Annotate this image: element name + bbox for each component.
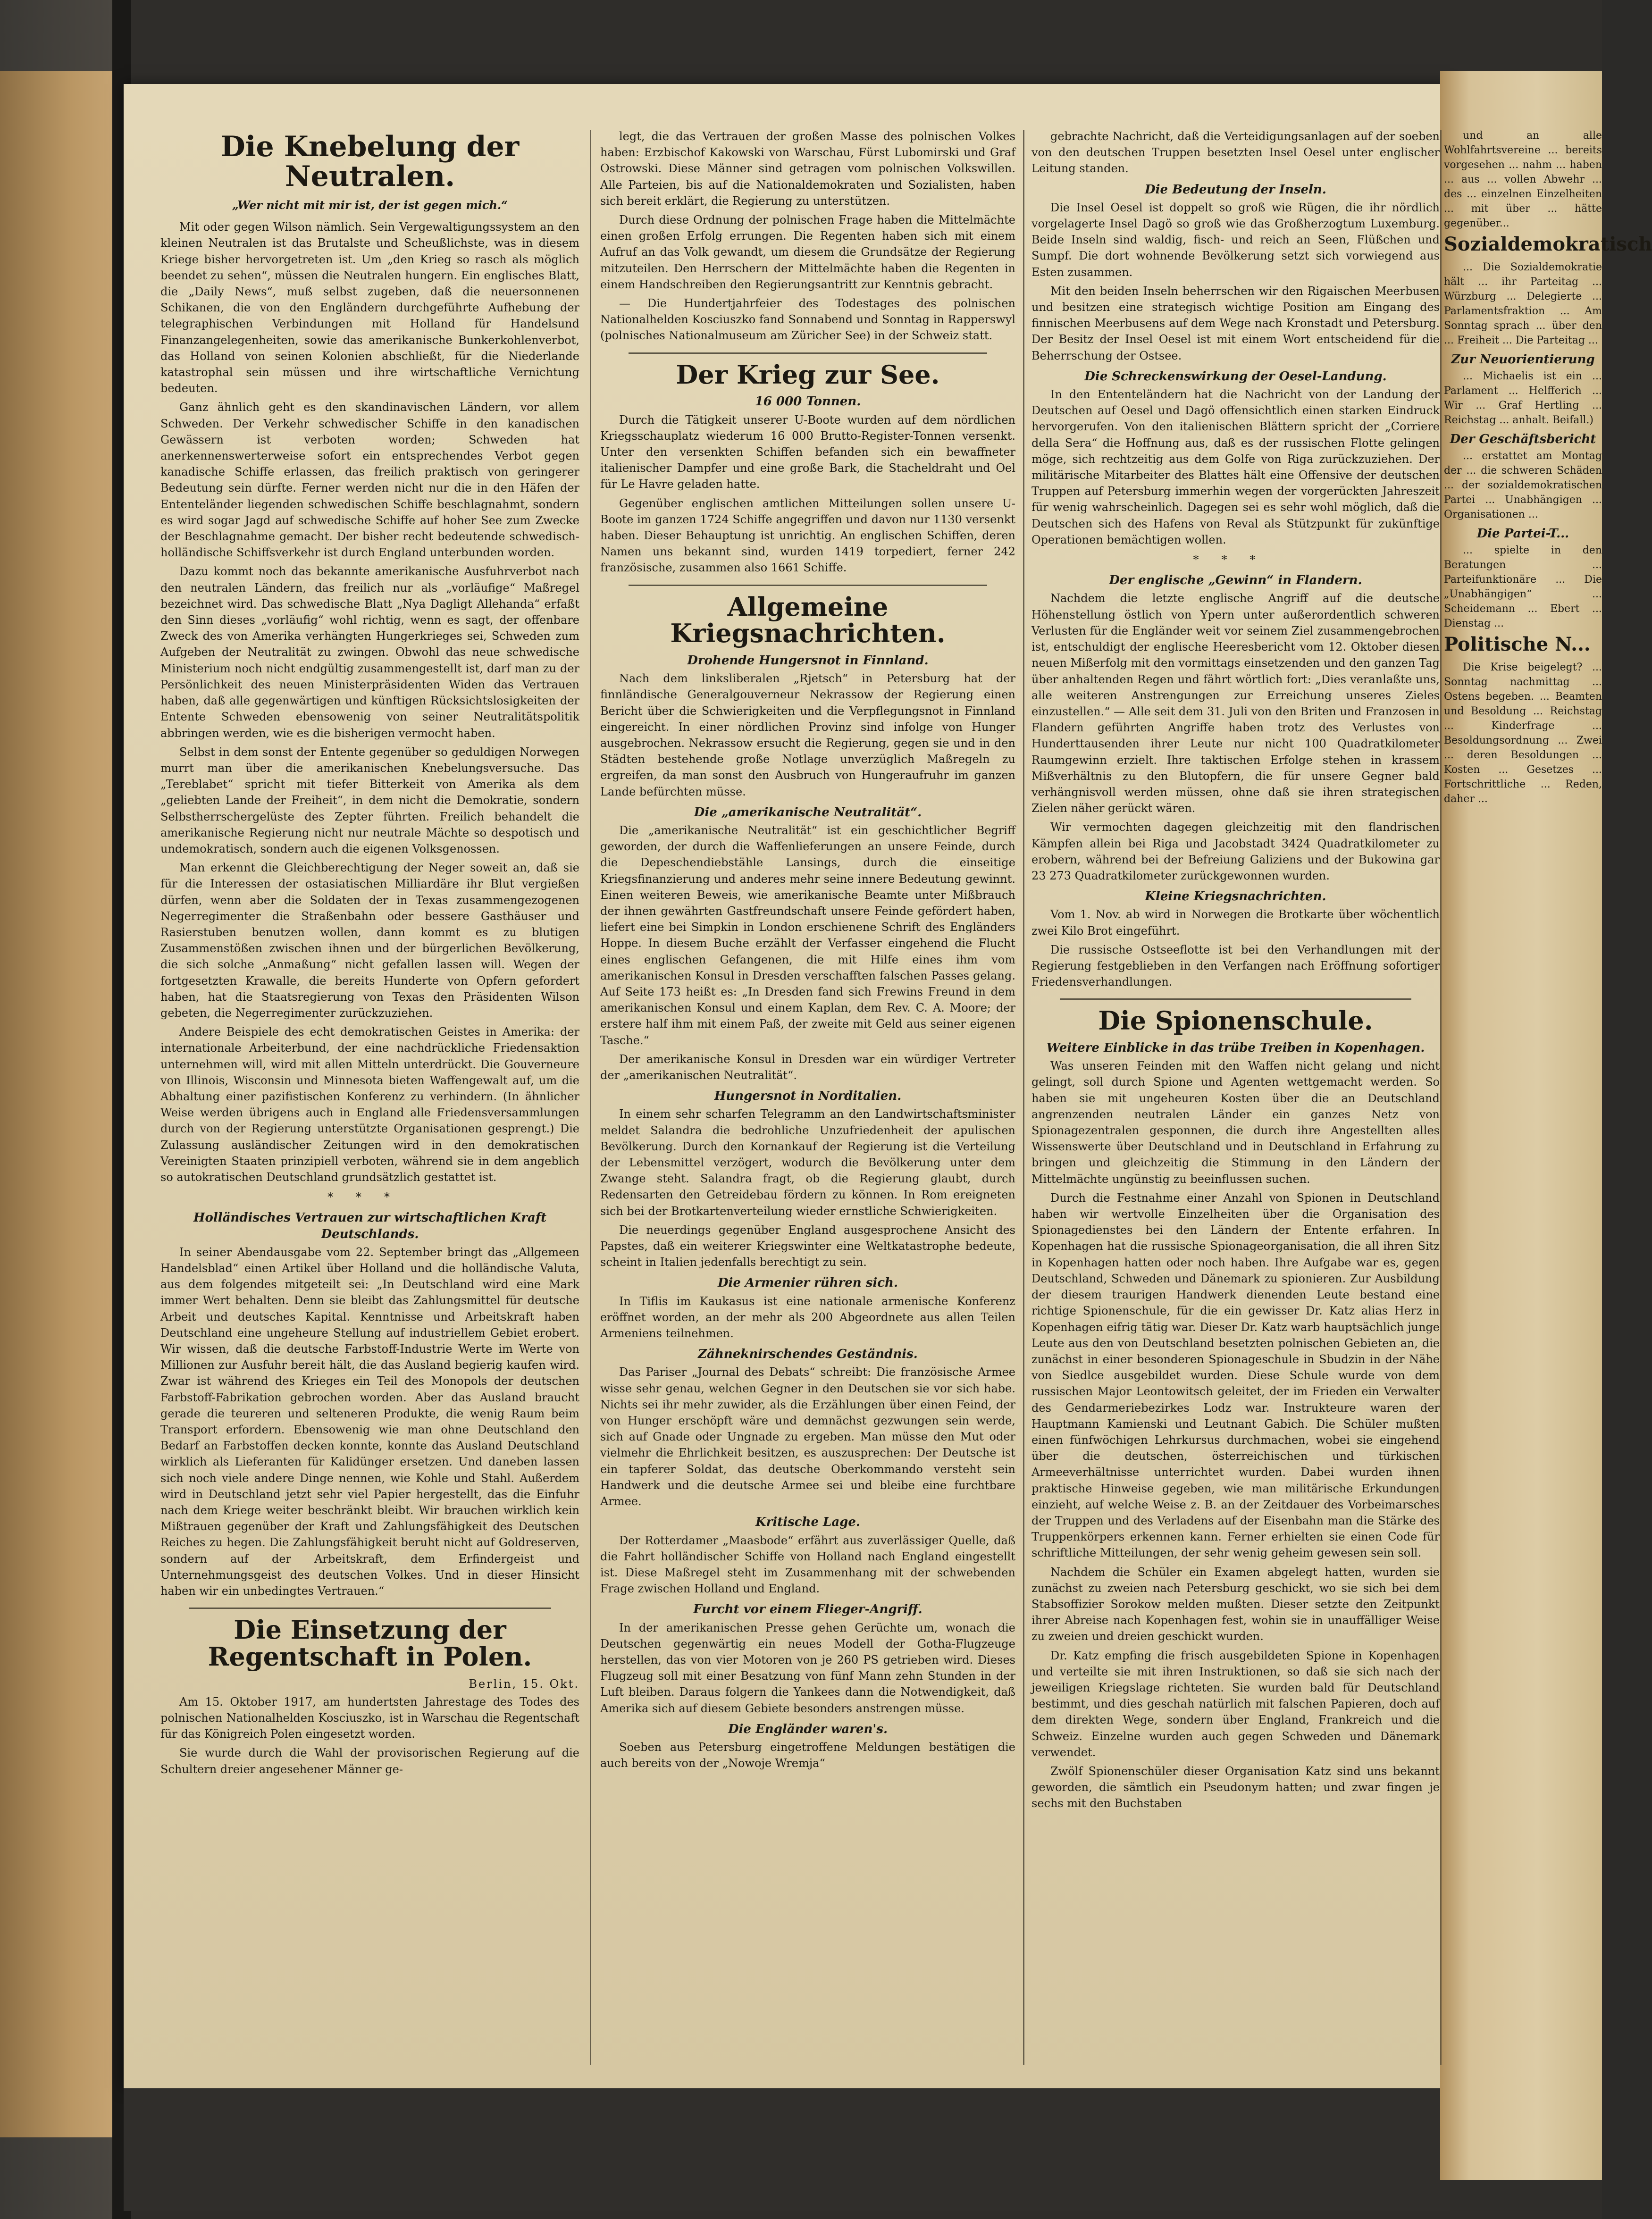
partial-text: ... Die Sozialdemokratie hält ... ihr Parteitag ... Würzburg ... Delegierte ... Parlamentsfraktion ... Am Sonntag sprach ... über den ... Freiheit ... Die Parteitag ...: [1444, 261, 1602, 346]
article-body: [600, 412, 1015, 576]
article-body: [600, 670, 1015, 800]
paragraph: Die russische Ostseeflotte ist bei den Verhandlungen mit der Regierung festgeblieben in den Verfangen nach Eröffnung sofortiger Friedensverhandlungen.: [1031, 943, 1440, 989]
article-body: [600, 1532, 1015, 1597]
separator-rule: [189, 1608, 551, 1609]
paragraph: Mit oder gegen Wilson nämlich. Sein Vergewaltigungssystem an den kleinen Neutralen ist das Brutalste und Scheußlichste, was in diesem Kriege bisher hervorgetreten ist. Um „den Krieg so rasch als möglich beendet zu sehen“, müssen die Neutralen hungern. Ein englisches Blatt, die „Daily News“, muß selbst zugeben, daß die neuersonnenen Schikanen, die von den Engländern durchgeführte Aufhebung der telegraphischen Verbindungen mit Holland für Handelsund Finanzangelegenheiten, sowie das amerikanische Bunkerkohlenverbot, das Holland von seinen Kolonien abschließt, für die Niederlande katastrophal sein müssen und ihre wirtschaftliche Vernichtung bedeuten.: [160, 220, 579, 395]
article-body: [600, 822, 1015, 1083]
paragraph: Die Insel Oesel ist doppelt so groß wie Rügen, die ihr nördlich vorgelagerte Insel Dagö so groß wie das Großherzogtum Luxemburg. Beide Inseln sind waldig, fisch- und reich an Seen, Flüßchen und Sumpf. Die dort wohnende Bevölkerung setzt sich vorwiegend aus Esten zusammen.: [1031, 201, 1440, 279]
paragraph: legt, die das Vertrauen der großen Masse des polnischen Volkes haben: Erzbischof Kakowski von Warschau, Fürst Lubomirski und Graf Ostrowski. Diese Männer sind getragen vom polnischen Volkswillen. Alle Parteien, bis auf die Nationaldemokraten und Sozialisten, haben sich bereit erklärt, die Regierung zu unterstützen.: [600, 130, 1015, 208]
paragraph: Durch die Tätigkeit unserer U-Boote wurden auf dem nördlichen Kriegsschauplatz wiederum 16 000 Brutto-Register-Tonnen versenkt. Unter den versenkten Schiffen befanden sich ein bewaffneter italienischer Dampfer und eine große Bark, die Stacheldraht und Oel für Le Havre geladen hatte.: [600, 413, 1015, 491]
paragraph: — Die Hundertjahrfeier des Todestages des polnischen Nationalhelden Kosciuszko fand Sonnabend und Sonntag in Rapperswyl (polnisches Nationalmuseum am Züricher See) in der Schweiz statt.: [600, 297, 1015, 343]
paragraph: Andere Beispiele des echt demokratischen Geistes in Amerika: der internationale Arbeiterbund, der eine nachdrückliche Friedensaktion unternehmen will, wird mit allen Mitteln unterdrückt. Die Gouverneure von Illinois, Wisconsin und Minnesota bieten Waffengewalt auf, um die Abhaltung einer pazifistischen Konferenz zu verhindern. (In ähnlicher Weise werden übrigens auch in England alle Friedensversammlungen durch von der Regierung unterstützte Organisationen gesprengt.) Die Zulassung ausländischer Zeitungen wird in den demokratischen Vereinigten Staaten prinzipiell verboten, während sie in dem angeblich so autokratischen Deutschland grundsätzlich gestattet ist.: [160, 1025, 579, 1184]
subheading: Der englische „Gewinn“ in Flandern.: [1109, 573, 1362, 588]
article-body: [600, 1739, 1015, 1771]
dateline: Berlin, 15. Okt.: [469, 1677, 579, 1691]
headline-regentschaft: Die Einsetzung der Regentschaft in Polen.: [208, 1615, 532, 1672]
column-rule: [590, 130, 591, 2065]
article-body: [1031, 1058, 1440, 1811]
paragraph: Das Pariser „Journal des Debats“ schreibt: Die französische Armee wisse sehr genau, welchen Gegner in den Deutschen sie vor sich habe. Nichts sei ihr mehr zuwider, als die Erzählungen über einen Feind, der von Hunger erschöpft wäre und demnächst gezwungen sein werde, sich auf Gnade oder Ungnade zu ergeben. Man müsse den Mut oder vielmehr die Ehrlichkeit besitzen, es auszusprechen: Der Deutsche ist ein tapferer Soldat, das deutsche Oberkommando versteht sein Handwerk und die deutsche Armee sei und bleibe eine furchtbare Armee.: [600, 1365, 1015, 1508]
paragraph: Was unseren Feinden mit den Waffen nicht gelang und nicht gelingt, soll durch Spione und Agenten wettgemacht werden. So haben sie mit ungeheuren Kosten über die an Deutschland angrenzenden neutralen Länder ein ganzes Netz von Spionagezentralen gesponnen, die durch ihre Angestellten alles Wissenswerte über Deutschland und in Deutschland in Erfahrung zu bringen und gleichzeitig die Stimmung in den Ländern der Mittelmächte ungünstig zu beeinflussen suchen.: [1031, 1059, 1440, 1186]
paragraph: Gegenüber englischen amtlichen Mitteilungen sollen unsere U-Boote im ganzen 1724 Schiffe angegriffen und davon nur 1130 versenkt haben. Dieser Behauptung ist unrichtig. An englischen Schiffen, deren Namen uns bekannt sind, wurden 1419 torpediert, ferner 242 französische, zusammen also 1661 Schiffe.: [600, 496, 1015, 575]
paragraph: Nach dem linksliberalen „Rjetsch“ in Petersburg hat der finnländische Generalgouverneur Nekrassow der Regierung einen Bericht über die Schwierigkeiten und die Verpflegungsnot in Finnland eingereicht. In einer nördlichen Provinz sind infolge von Hunger ausgebrochen. Nekrassow ersucht die Regierung, gegen sie und in den Städten bestehende große Notlage unverzüglich Maßregeln zu ergreifen, da man sonst den Ausbruch von Hungeraufruhr im ganzen Lande befürchten müsse.: [600, 672, 1015, 798]
subheading: Die Partei-T...: [1476, 527, 1569, 541]
paragraph: Durch diese Ordnung der polnischen Frage haben die Mittelmächte einen großen Erfolg errungen. Die Regenten haben sich mit einem Aufruf an das Volk gewandt, um diesem die Grundsätze der Regierung mitzuteilen. Den Herrschern der Mittelmächte haben die Regenten in einem Handschreiben den Regierungsantritt zur Kenntnis gebracht.: [600, 213, 1015, 291]
page-gutter-rule: [1440, 130, 1442, 2065]
paragraph: Die „amerikanische Neutralität“ ist ein geschichtlicher Begriff geworden, der durch die Waffenlieferungen an unsere Feinde, durch die Depeschendiebstähle Lansings, durch die einseitige Kriegsfinanzierung und anderes mehr seine innere Bedeutung gewinnt. Einen weiteren Beweis, wie amerikanische Beamte unter Mißbrauch der ihnen gewährten Gastfreundschaft unsere Feinde gefördert haben, liefert eine bei Simpkin in London erschienene Schrift des Engländers Hoppe. In diesem Buche erzählt der Verfasser eingehend die Flucht eines englischen Gefangenen, die mit Hilfe eines ihm vom amerikanischen Konsul in Dresden verschafften falschen Passes gelang. Auf Seite 173 heißt es: „In Dresden fand sich Frewins Freund in dem amerikanischen Konsul und einem Kaplan, dem Rev. C. A. Moore; der erstere half ihm mit einem Paß, der zweite mit Geld aus seiner eigenen Tasche.“: [600, 823, 1015, 1047]
subheading: Zur Neuorientierung: [1451, 352, 1595, 367]
article-body: [160, 1694, 579, 1777]
page-bottom-shadow: [124, 2088, 1450, 2211]
paragraph: In einem sehr scharfen Telegramm an den Landwirtschaftsminister meldet Salandra die bedrohliche Unzufriedenheit der apulischen Bevölkerung. Durch den Kornankauf der Regierung ist die Verteilung der Lebensmittel verzögert, wodurch die Bevölkerung unter dem Zwange steht. Salandra fragt, ob die Regierung glaubt, durch Redensarten den Getreidebau fördern zu können. In Rom ereigneten sich bei der Brotkartenverteilung wieder ernstliche Schwierigkeiten.: [600, 1107, 1015, 1218]
subheading: Holländisches Vertrauen zur wirtschaftlichen Kraft Deutschlands.: [193, 1211, 547, 1241]
subheading: Der Geschäftsbericht: [1450, 432, 1596, 446]
subheading: Die Bedeutung der Inseln.: [1145, 182, 1326, 197]
article-body: [600, 1106, 1015, 1270]
partial-text: und an alle Wohlfahrtsvereine ... bereits vorgesehen ... nahm ... haben ... aus ... vollen Abwehr ... des ... einzelnen Einzelheiten ... mit über ... hätte gegenüber...: [1444, 130, 1602, 229]
paragraph: Nachdem die Schüler ein Examen abgelegt hatten, wurden sie zunächst zu zweien nach Petersburg geschickt, wo sie sich bei dem Stabsoffizier Sorokow melden mußten. Dieser setzte den Zeitpunkt ihrer Abreise nach Kopenhagen fest, wohin sie in unauffälliger Weise zu zweien und dreien geschickt wurden.: [1031, 1565, 1440, 1643]
separator-stars: ***: [327, 1190, 412, 1204]
headline-knebelung: Die Knebelung der Neutralen.: [220, 130, 520, 193]
headline-kriegsnachrichten: Allgemeine Kriegsnachrichten.: [670, 591, 946, 649]
paragraph: Sie wurde durch die Wahl der provisorischen Regierung auf die Schultern dreier angesehener Männer ge-: [160, 1746, 579, 1776]
subheading: Die Schreckenswirkung der Oesel-Landung.: [1084, 369, 1387, 384]
article-body: [600, 1620, 1015, 1717]
paragraph: In den Ententeländern hat die Nachricht von der Landung der Deutschen auf Oesel und Dagö offensichtlich einen starken Eindruck hervorgerufen. Von den italienischen Blättern spricht der „Corriere della Sera“ die Hoffnung aus, daß es der russischen Flotte gelingen möge, sich rechtzeitig aus dem Golfe von Riga zurückzuziehen. Der militärische Mitarbeiter des Blattes hält eine Offensive der deutschen Truppen auf Petersburg immerhin wegen der vorgerückten Jahreszeit für wenig wahrscheinlich. Dagegen sei es sehr wohl möglich, daß die Deutschen sich des Hafens von Reval als Stützpunkt für zukünftige Operationen bemächtigen wollen.: [1031, 388, 1440, 546]
article-body: [600, 128, 1015, 344]
paragraph: Mit den beiden Inseln beherrschen wir den Rigaischen Meerbusen und besitzen eine strategisch wichtige Position am Eingang des finnischen Meerbusens auf dem Wege nach Kronstadt und Petersburg. Der Besitz der Insel Oesel ist mit einem Wort entscheidend für die Beherrschung der Ostsee.: [1031, 284, 1440, 362]
partial-text: Die Krise beigelegt? ... Sonntag nachmittag ... Ostens begeben. ... Beamten und Besoldung ... Reichstag ... Kinderfrage ... Besoldungsordnung ... Zwei ... deren Besoldungen ... Kosten ... Gesetzes ... Fortschrittliche ... Reden, daher ...: [1444, 662, 1602, 805]
headline-krieg-zur-see: Der Krieg zur See.: [676, 359, 940, 390]
next-page-column: [1444, 128, 1652, 809]
column-2: [600, 128, 1015, 1774]
paragraph: Am 15. Oktober 1917, am hundertsten Jahrestage des Todes des polnischen Nationalhelden Kosciuszko, ist in Warschau die Regentschaft für das Königreich Polen eingesetzt worden.: [160, 1695, 579, 1741]
paragraph: Zwölf Spionenschüler dieser Organisation Katz sind uns bekannt geworden, die sämtlich ein Pseudonym hatten; und zwar fingen je sechs mit den Buchstaben: [1031, 1764, 1440, 1810]
paragraph: Ganz ähnlich geht es den skandinavischen Ländern, vor allem Schweden. Der Verkehr schwedischer Schiffe in den kanadischen Gewässern ist verboten worden; Schweden hat anerkennenswerterweise sofort ein entsprechendes Verbot gegen kanadische Schiffe erlassen, das freilich praktisch von geringerer Bedeutung sein dürfte. Ferner werden nicht nur die in den Häfen der Ententeländer liegenden schwedischen Schiffe beschlagnahmt, sondern es wird sogar Jagd auf schwedische Schiffe auf hoher See zum Zwecke der Beschlagnahme gemacht. Der bisher recht bedeutende schwedisch-holländische Schiffsverkehr ist durch England unterbunden worden.: [160, 401, 579, 560]
separator-stars: ***: [1193, 553, 1278, 567]
subheading: Drohende Hungersnot in Finnland.: [687, 653, 929, 668]
subheading: Hungersnot in Norditalien.: [714, 1089, 902, 1104]
partial-text: ... Michaelis ist ein ... Parlament ... Helfferich ... Wir ... Graf Hertling ... Reichstag ... anhalt. Beifall.): [1444, 370, 1602, 426]
paragraph: Nachdem die letzte englische Angriff auf die deutsche Höhenstellung östlich von Ypern unter außerordentlich schweren Verlusten für die Engländer weit vor seinem Ziel zusammengebrochen ist, entschuldigt der englische Heeresbericht vom 12. Oktober diesen neuen Mißerfolg mit den vormittags einsetzenden und den ganzen Tag über anhaltenden Regen und fährt wörtlich fort: „Dies veranlaßte uns, alle weiteren Anstrengungen zur Erreichung unseres Zieles einzustellen.“ — Alle seit dem 31. Juli von den Briten und Franzosen in Flandern geführten Angriffe haben trotz des Verlustes von Hunderttausenden ihrer Leute nur nicht 100 Quadratkilometer Raumgewinn erzielt. Ihre taktischen Erfolge stehen in krassem Mißverhältnis zu den Blutopfern, die für unsere Gegner bald verhängnisvoll werden müssen, ohne daß sie ihren strategischen Zielen näher gerückt wären.: [1031, 592, 1440, 815]
paragraph: In der amerikanischen Presse gehen Gerüchte um, wonach die Deutschen gegenwärtig ein neues Modell der Gotha-Flugzeuge herstellen, das von vier Motoren von je 260 PS getrieben wird. Dieses Flugzeug soll mit einer Besatzung von fünf Mann zehn Stunden in der Luft bleiben. Daraus folgern die Yankees dann die Notwendigkeit, daß Amerika sich auf diesem Gebiete besonders anstrengen müsse.: [600, 1621, 1015, 1715]
paragraph: Wir vermochten dagegen gleichzeitig mit den flandrischen Kämpfen allein bei Riga und Jacobstadt 3424 Quadratkilometer zu erobern, während bei der Befreiung Galiziens und der Bukowina gar 23 273 Quadratkilometer zurückgewonnen wurden.: [1031, 821, 1440, 882]
subheading: Furcht vor einem Flieger-Angriff.: [693, 1602, 922, 1617]
paragraph: Vom 1. Nov. ab wird in Norwegen die Brotkarte über wöchentlich zwei Kilo Brot eingeführt.: [1031, 908, 1440, 938]
headline-spionenschule: Die Spionenschule.: [1098, 1005, 1373, 1036]
previous-page-edge: [0, 71, 118, 2137]
article-body: [600, 1364, 1015, 1509]
separator-rule: [629, 585, 987, 586]
article-body: [1031, 386, 1440, 548]
article-body: [600, 1293, 1015, 1342]
subheading: Die „amerikanische Neutralität“.: [694, 805, 922, 820]
separator-rule: [629, 352, 987, 354]
article-body: [1031, 200, 1440, 364]
subheading: Kritische Lage.: [755, 1515, 860, 1530]
article-body: [1031, 906, 1440, 990]
column-rule: [1023, 130, 1024, 2065]
column-3: [1031, 128, 1440, 1815]
paragraph: Selbst in dem sonst der Entente gegenüber so geduldigen Norwegen murrt man über die amerikanischen Knebelungsversuche. Das „Tereblabet“ spricht mit tiefer Bitterkeit von Amerika als dem „geliebten Lande der Freiheit“, in dem nicht die Demokratie, sondern Selbstherrschergelüste des Zepter führten. Freilich behandelt die amerikanische Regierung nicht nur neutrale Mächte so despotisch und undemokratisch, sondern auch die eigenen Volksgenossen.: [160, 745, 579, 855]
partial-text: ... erstattet am Montag der ... die schweren Schäden ... der sozialdemokratischen Partei ... Unabhängigen ... Organisationen ...: [1444, 450, 1602, 520]
paragraph: gebrachte Nachricht, daß die Verteidigungsanlagen auf der soeben von den deutschen Truppen besetzten Insel Oesel unter englischer Leitung standen.: [1031, 130, 1440, 176]
subheading: Die Engländer waren's.: [728, 1722, 888, 1736]
column-1: [160, 128, 579, 1780]
article-body: [1031, 128, 1440, 177]
headline-sozialdemokratisch: Sozialdemokratisch: [1444, 233, 1652, 255]
partial-text: ... spielte in den Beratungen ... Parteifunktionäre ... Die „Unabhängigen“ ... Scheidemann ... Ebert ... Dienstag ...: [1444, 544, 1602, 629]
paragraph: Der amerikanische Konsul in Dresden war ein würdiger Vertreter der „amerikanischen Neutralität“.: [600, 1052, 1015, 1082]
paragraph: Der Rotterdamer „Maasbode“ erfährt aus zuverlässiger Quelle, daß die Fahrt holländischer Schiffe von Holland nach England eingestellt ist. Diese Maßregel steht im Zusammenhang mit der schwebenden Frage zwischen Holland und England.: [600, 1533, 1015, 1596]
paragraph: Durch die Festnahme einer Anzahl von Spionen in Deutschland haben wir wertvolle Einzelheiten über die Organisation des Spionagedienstes bei den Ländern der Entente erfahren. In Kopenhagen hat die russische Spionageorganisation, die all ihren Sitz in Kopenhagen hatten oder noch haben. Ihre Aufgabe war es, gegen Deutschland, Schweden und Dänemark zu spionieren. Zur Ausbildung der diesem traurigen Handwerk dienenden Leute bestand eine richtige Spionenschule, für die ein gewisser Dr. Katz alias Herz in Kopenhagen eifrig tätig war. Dieser Dr. Katz warb hauptsächlich junge Leute aus den von Deutschland besetzten polnischen Gebieten an, die zunächst in einer besonderen Spionageschule in Sbudzin in der Nähe von Siedlce ausgebildet wurden. Diese Schule wurde von dem russischen Major Leontowitsch geleitet, der im Frieden ein Verwalter des Gendarmeriebezirkes Lodz war. Instrukteure waren der Hauptmann Kamienski und Leutnant Gabich. Die Schüler mußten einen fünfwöchigen Lehrkursus durchmachen, wobei sie eingehend über die deutschen, österreichischen und türkischen Armeeverhältnisse unterrichtet wurden. Dabei wurden ihnen praktische Hinweise gegeben, wie man militärische Erkundungen einzieht, auf welche Weise z. B. an der Zeitdauer des Vorbeimarsches der Truppen und des Verladens auf der Eisenbahn man die Stärke des Truppenkörpers erkennen kann. Ferner erhielten sie einen Code für schriftliche Mitteilungen, der sehr wenig geheim gewesen sein soll.: [1031, 1191, 1440, 1560]
subheading: Kleine Kriegsnachrichten.: [1145, 889, 1326, 904]
headline-politische: Politische N...: [1444, 633, 1591, 655]
article-body: [160, 219, 579, 1185]
paragraph: Dazu kommt noch das bekannte amerikanische Ausfuhrverbot nach den neutralen Ländern, das freilich nur als „vorläufige“ Maßregel bezeichnet wird. Das schwedische Blatt „Nya Dagligt Allehanda“ erfaßt den Sinn dieses „vorläufig“ wohl richtig, wenn es sagt, der offenbare Zweck des von Amerika verhängten Hungerkrieges sei, Schweden zum Aufgeben der Neutralität zu zwingen. Obwohl das neue schwedische Ministerium noch nicht endgültig zusammengestellt ist, darf man zu der Persönlichkeit des neuen Ministerpräsidenten Widen das Vertrauen haben, daß alle gegenwärtigen und künftigen Rücksichtslosigkeiten der Entente Schweden ebensowenig von seiner Neutralitätspolitik abbringen werden, wie es die bisherigen vermocht haben.: [160, 565, 579, 740]
article-body: [1031, 590, 1440, 884]
subheading: 16 000 Tonnen.: [755, 394, 861, 409]
subheading: Weitere Einblicke in das trübe Treiben in Kopenhagen.: [1046, 1041, 1425, 1055]
paragraph: In seiner Abendausgabe vom 22. September bringt das „Allgemeen Handelsblad“ einen Artikel über Holland und die holländische Valuta, aus dem folgendes mitgeteilt sei: „In Deutschland wird eine Mark immer Wert behalten. Denn sie bleibt das Zahlungsmittel für deutsche Arbeit und deutsches Kapital. Kenntnisse und Arbeitskraft haben Deutschland eine ungeheure Stellung auf industriellem Gebiet erobert. Wir wissen, daß die deutsche Farbstoff-Industrie Werte im Werte von Millionen zur Ausfuhr bereit hält, die das Ausland begierig kaufen wird. Zwar ist während des Krieges ein Teil des Monopols der deutschen Farbstoff-Fabrikation gebrochen worden. Aber das Ausland braucht gerade die teureren und selteneren Produkte, die wenig Raum beim Transport erfordern. Ebensowenig wie man ohne Deutschland den Bedarf an Farbstoffen decken konnte, konnte das Ausland Deutschland wirklich als Lieferanten für Kalidünger ersetzen. Und daneben lassen sich noch viele andere Dinge nennen, wie Kohle und Stahl. Außerdem wird in Deutschland jetzt sehr viel Papier hergestellt, das die Einfuhr nach dem Kriege weiter beschränkt bleibt. Wir brauchen wirklich kein Mißtrauen gegenüber der Kraft und Zahlungsfähigkeit des Deutschen Reiches zu hegen. Die Zahlungsfähigkeit beruht nicht auf Goldreserven, sondern auf der Arbeitskraft, dem Erfindergeist und Unternehmungsgeist des deutschen Volkes. Und in dieser Hinsicht haben wir ein unbedingtes Vertrauen.“: [160, 1245, 579, 1598]
paragraph: In Tiflis im Kaukasus ist eine nationale armenische Konferenz eröffnet worden, an der mehr als 200 Abgeordnete aus allen Teilen Armeniens teilnehmen.: [600, 1294, 1015, 1340]
paragraph: Man erkennt die Gleichberechtigung der Neger soweit an, daß sie für die Interessen der ostasiatischen Milliardäre ihr Blut vergießen dürfen, wenn aber die Soldaten der in Texas zusammengezogenen Negerregimenter die Straßenbahn oder bessere Gasthäuser und Rasierstuben benutzen wollen, dann kommt es zu blutigen Zusammenstößen zwischen ihnen und der bürgerlichen Bevölkerung, die sich solche „Anmaßung“ nicht gefallen lassen will. Wegen der fortgesetzten Krawalle, die bereits Hunderte von Opfern gefordert haben, hat die Staatsregierung von Texas den Präsidenten Wilson gebeten, die Negerregimenter zurückzuziehen.: [160, 861, 579, 1020]
separator-rule: [1060, 998, 1411, 1000]
paragraph: Dr. Katz empfing die frisch ausgebildeten Spione in Kopenhagen und verteilte sie mit ihren Instruktionen, so daß sie sich nach der jeweiligen Kriegslage richteten. Sie wurden bald für Deutschland bestimmt, und dies geschah natürlich mit falschen Papieren, doch auf dem direkten Wege, sondern über England, Frankreich und die Schweiz. Einzelne wurden auch gegen Schweden und Dänemark verwendet.: [1031, 1649, 1440, 1759]
subheading: Die Armenier rühren sich.: [717, 1276, 898, 1290]
motto: „Wer nicht mit mir ist, der ist gegen mich.“: [232, 198, 508, 212]
paragraph: Die neuerdings gegenüber England ausgesprochene Ansicht des Papstes, daß ein weiterer Kriegswinter eine Weltkatastrophe bedeute, scheint in Italien jedenfalls berechtigt zu sein.: [600, 1223, 1015, 1269]
subheading: Zähneknirschendes Geständnis.: [698, 1347, 918, 1362]
article-body: [160, 1244, 579, 1599]
paragraph: Soeben aus Petersburg eingetroffene Meldungen bestätigen die auch bereits von der „Nowoje Wremja“: [600, 1740, 1015, 1770]
